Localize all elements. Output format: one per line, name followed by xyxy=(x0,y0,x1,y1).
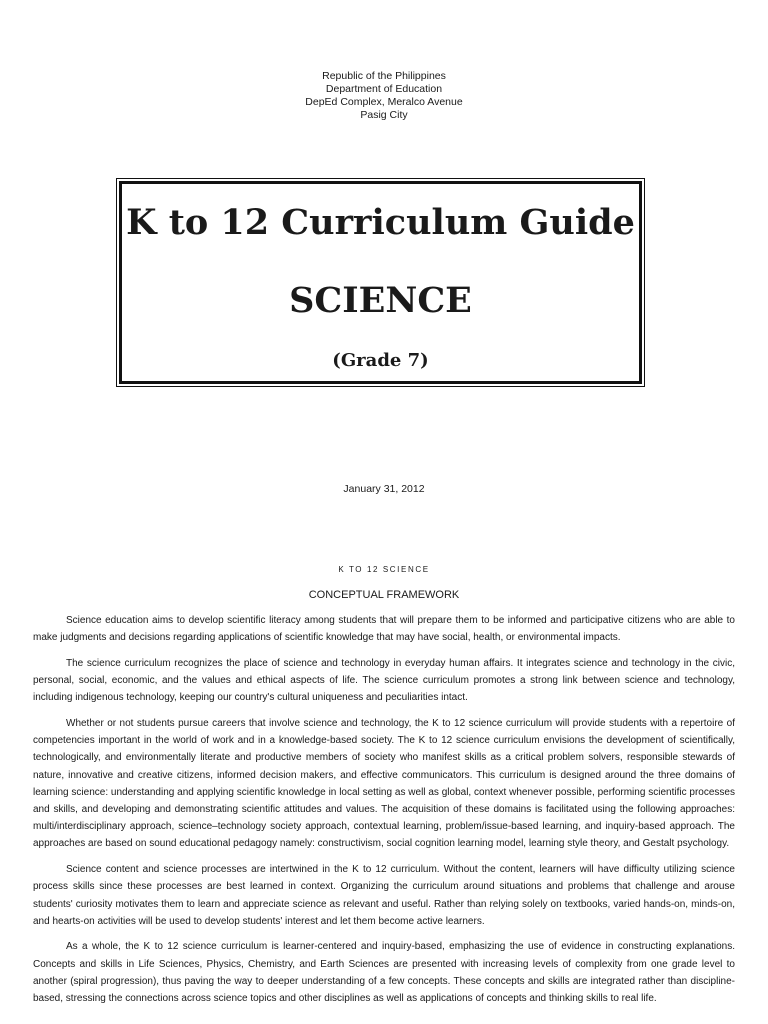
letterhead xyxy=(0,70,768,122)
document-date: January 31, 2012 xyxy=(343,483,425,495)
letterhead-country: Republic of the Philippines xyxy=(322,70,446,82)
section-heading: CONCEPTUAL FRAMEWORK xyxy=(308,589,460,601)
paragraph: The science curriculum recognizes the place of science and technology in everyday human affairs. It integrates science and technology in the civic, personal, social, economic, and the values and ethical aspects of life. The science curriculum promotes a strong link between science and technology, including indigenous technology, keeping our country's cultural uniqueness and peculiarities intact. xyxy=(33,657,735,704)
subject-title: SCIENCE xyxy=(289,280,472,321)
letterhead-address: DepEd Complex, Meralco Avenue xyxy=(305,96,463,108)
paragraph: Science education aims to develop scientific literacy among students that will prepare them to be informed and participative citizens who are able to make judgments and decisions regarding applications of scientific knowledge that may have social, health, or environmental impacts. xyxy=(33,615,735,644)
letterhead-department: Department of Education xyxy=(325,83,443,95)
body-text xyxy=(33,612,735,1016)
letterhead-city: Pasig City xyxy=(360,109,408,121)
paragraph: Whether or not students pursue careers that involve science and technology, the K to 12 science curriculum will provide students with a repertoire of competencies important in the world of work and in a knowledge-based society. The K to 12 science curriculum envisions the development of scientifically, technologically, and environmentally literate and productive members of society who manifest skills as a critical problem solvers, responsible stewards of nature, innovative and creative citizens, informed decision makers, and effective communicators. This curriculum is designed around the three domains of learning science: understanding and applying scientific knowledge in local setting as well as global, context whenever possible, performing scientific processes and skills, and developing and demonstrating scientific attitudes and values. The acquisition of these domains is facilitated using the following approaches: multi/interdisciplinary approach, science–technology society approach, contextual learning, problem/issue-based learning, and inquiry-based approach. The approaches are based on sound educational pedagogy namely: constructivism, social cognition learning model, learning style theory, and Gestalt psychology. xyxy=(33,718,735,850)
document-title: K to 12 Curriculum Guide xyxy=(126,202,635,243)
grade-label: (Grade 7) xyxy=(332,350,429,371)
title-box xyxy=(119,181,642,384)
paragraph: As a whole, the K to 12 science curriculum is learner-centered and inquiry-based, emphasizing the use of evidence in constructing explanations. Concepts and skills in Life Sciences, Physics, Chemistry, and Earth Sciences are presented with increasing levels of complexity from one grade level to another (spiral progression), thus paving the way to deeper understanding of a few concepts. These concepts and skills are integrated rather than discipline-based, stressing the connections across science topics and other disciplines as well as applications of concepts and thinking skills to real life. xyxy=(33,941,735,1005)
section-label: K TO 12 SCIENCE xyxy=(338,565,430,574)
paragraph: Science content and science processes are intertwined in the K to 12 curriculum. Without the content, learners will have difficulty utilizing science process skills since these processes are best learned in context. Organizing the curriculum around situations and problems that challenge and arouse students' curiosity motivates them to learn and appreciate science as relevant and useful. Rather than relying solely on textbooks, varied hands-on, minds-on, and hearts-on activities will be used to develop students' interest and let them become active learners. xyxy=(33,864,735,927)
